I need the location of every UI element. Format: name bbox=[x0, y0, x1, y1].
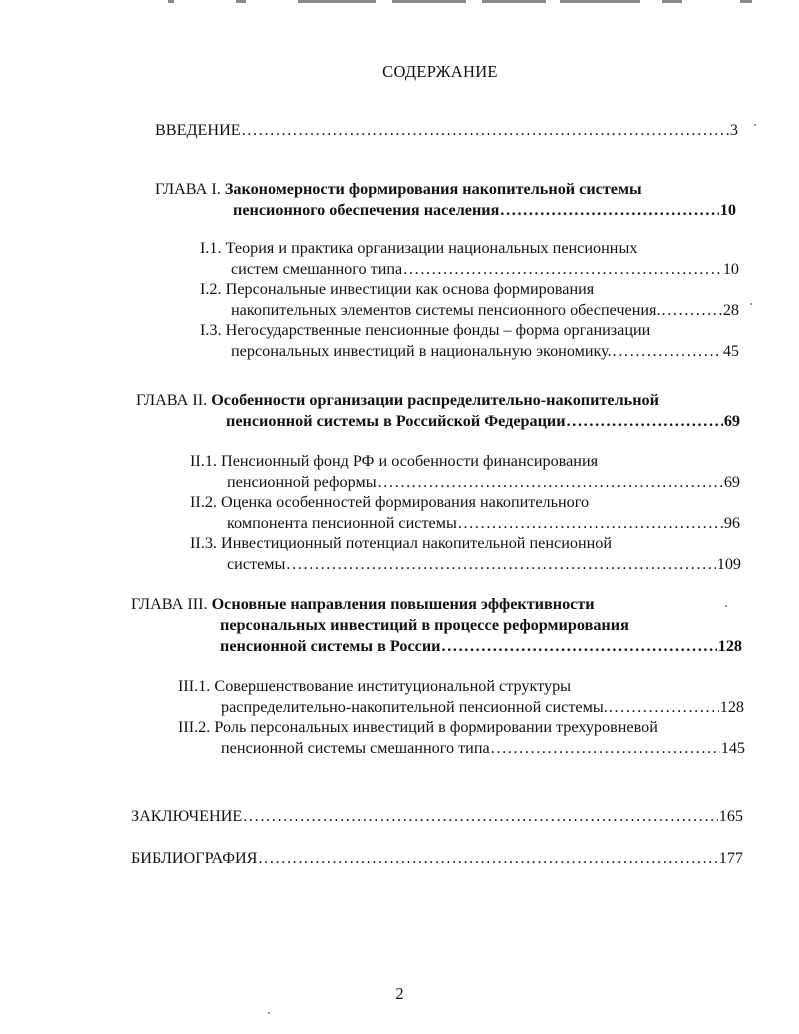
section-number: II.2. bbox=[190, 493, 217, 511]
dot-leader bbox=[442, 636, 717, 657]
section-2-1-continued[interactable] bbox=[227, 472, 740, 493]
section-3-1-continued[interactable] bbox=[221, 697, 744, 718]
toc-entry-label: БИБЛИОГРАФИЯ bbox=[131, 849, 258, 867]
section-number: I.3. bbox=[200, 321, 222, 339]
section-2-2-continued[interactable] bbox=[227, 513, 740, 534]
scan-speck bbox=[725, 605, 727, 607]
toc-entry-introduction[interactable] bbox=[155, 120, 738, 141]
toc-title: СОДЕРЖАНИЕ bbox=[382, 62, 498, 81]
chapter-title-line: Особенности организации распределительно-накопительной bbox=[211, 391, 659, 409]
section-1-2-continued[interactable] bbox=[231, 300, 739, 321]
chapter-prefix: ГЛАВА III. bbox=[131, 595, 208, 613]
section-title-line: Негосударственные пенсионные фонды – форма организации bbox=[225, 321, 651, 339]
toc-page-number: 128 bbox=[719, 698, 744, 716]
toc-entry-label: ВВЕДЕНИЕ bbox=[155, 121, 241, 139]
toc-page-number: 109 bbox=[716, 555, 741, 573]
section-1-1[interactable] bbox=[200, 238, 637, 259]
scan-speck bbox=[750, 303, 752, 305]
toc-page-number: 69 bbox=[723, 412, 740, 430]
chapter-2-heading[interactable] bbox=[136, 390, 659, 411]
chapter-2-heading-continued[interactable] bbox=[226, 411, 740, 432]
dot-leader bbox=[613, 341, 722, 362]
chapter-3-heading-line-2[interactable]: персональных инвестиций в процессе реформирования bbox=[220, 616, 629, 634]
toc-page-number: 28 bbox=[722, 301, 739, 319]
section-3-2[interactable] bbox=[178, 717, 658, 738]
chapter-title-line: пенсионной системы в России bbox=[220, 637, 441, 655]
section-title-line: распределительно-накопительной пенсионной системы. bbox=[221, 698, 608, 716]
dot-leader bbox=[662, 300, 722, 321]
toc-page-number: 96 bbox=[723, 514, 740, 532]
dot-leader bbox=[243, 806, 717, 827]
chapter-title-line: Основные направления повышения эффективности bbox=[211, 595, 595, 613]
toc-page-number: 69 bbox=[723, 473, 740, 491]
scan-speck bbox=[754, 124, 756, 126]
dot-leader bbox=[286, 554, 715, 575]
chapter-1-heading[interactable] bbox=[155, 179, 642, 200]
dot-leader bbox=[378, 472, 723, 493]
toc-page-number: 165 bbox=[718, 807, 743, 825]
dot-leader bbox=[242, 120, 729, 141]
dot-leader bbox=[458, 513, 723, 534]
dot-leader bbox=[258, 848, 717, 869]
section-number: III.1. bbox=[178, 677, 211, 695]
section-title-line: накопительных элементов системы пенсионного обеспечения. bbox=[231, 301, 661, 319]
section-title-line: Роль персональных инвестиций в формировании трехуровневой bbox=[214, 718, 658, 736]
section-title-line: Совершенствование институциональной структуры bbox=[214, 677, 572, 695]
page-number: 2 bbox=[395, 984, 404, 1003]
section-title-line: персональных инвестиций в национальную экономику. bbox=[231, 342, 612, 360]
toc-page-number: 128 bbox=[717, 637, 742, 655]
section-title-line: Пенсионный фонд РФ и особенности финансирования bbox=[221, 452, 599, 470]
section-title-line: систем смешанного типа bbox=[231, 260, 403, 278]
section-1-1-continued[interactable] bbox=[231, 259, 739, 280]
section-title-line: Персональные инвестиции как основа формирования bbox=[225, 280, 595, 298]
toc-page-number: 10 bbox=[719, 201, 736, 219]
chapter-3-heading[interactable] bbox=[131, 594, 595, 615]
toc-page-number: 145 bbox=[720, 739, 745, 757]
section-number: II.3. bbox=[190, 534, 217, 552]
chapter-1-heading-continued[interactable] bbox=[233, 200, 736, 221]
toc-entry-label: ЗАКЛЮЧЕНИЕ bbox=[131, 807, 243, 825]
section-title-line: Оценка особенностей формирования накопительного bbox=[221, 493, 590, 511]
section-title-line: пенсионной реформы bbox=[227, 473, 377, 491]
section-1-3[interactable] bbox=[200, 320, 650, 341]
chapter-title-line: пенсионного обеспечения населения bbox=[233, 201, 500, 219]
scan-speck bbox=[268, 1012, 270, 1014]
section-number: II.1. bbox=[190, 452, 217, 470]
section-3-2-continued[interactable] bbox=[221, 738, 745, 759]
section-3-1[interactable] bbox=[178, 676, 571, 697]
toc-page-number: 10 bbox=[722, 260, 739, 278]
chapter-prefix: ГЛАВА I. bbox=[155, 180, 221, 198]
section-number: III.2. bbox=[178, 718, 211, 736]
toc-entry-conclusion[interactable] bbox=[131, 806, 743, 827]
chapter-3-heading-continued[interactable] bbox=[220, 636, 742, 657]
section-title-line: компонента пенсионной системы bbox=[227, 514, 457, 532]
section-number: I.1. bbox=[200, 239, 222, 257]
section-2-3[interactable] bbox=[190, 533, 612, 554]
toc-page-number: 177 bbox=[718, 849, 743, 867]
dot-leader bbox=[609, 697, 719, 718]
scan-edge-artifact bbox=[0, 0, 799, 6]
dot-leader bbox=[567, 411, 723, 432]
section-title-line: пенсионной системы смешанного типа bbox=[221, 739, 490, 757]
section-number: I.2. bbox=[200, 280, 222, 298]
chapter-prefix: ГЛАВА II. bbox=[136, 391, 208, 409]
section-title-line: Инвестиционный потенциал накопительной пенсионной bbox=[221, 534, 613, 552]
section-1-3-continued[interactable] bbox=[231, 341, 739, 362]
toc-page-number: 3 bbox=[729, 121, 738, 139]
section-title-line: системы bbox=[227, 555, 286, 573]
chapter-title-line: Закономерности формирования накопительной системы bbox=[224, 180, 642, 198]
section-title-line: Теория и практика организации национальных пенсионных bbox=[225, 239, 638, 257]
toc-page-number: 45 bbox=[722, 342, 739, 360]
section-2-2[interactable] bbox=[190, 492, 589, 513]
section-1-2[interactable] bbox=[200, 279, 594, 300]
dot-leader bbox=[500, 200, 718, 221]
section-2-1[interactable] bbox=[190, 451, 598, 472]
dot-leader bbox=[403, 259, 722, 280]
toc-entry-bibliography[interactable] bbox=[131, 848, 743, 869]
chapter-title-line: пенсионной системы в Российской Федерации bbox=[226, 412, 566, 430]
section-2-3-continued[interactable] bbox=[227, 554, 741, 575]
dot-leader bbox=[491, 738, 720, 759]
